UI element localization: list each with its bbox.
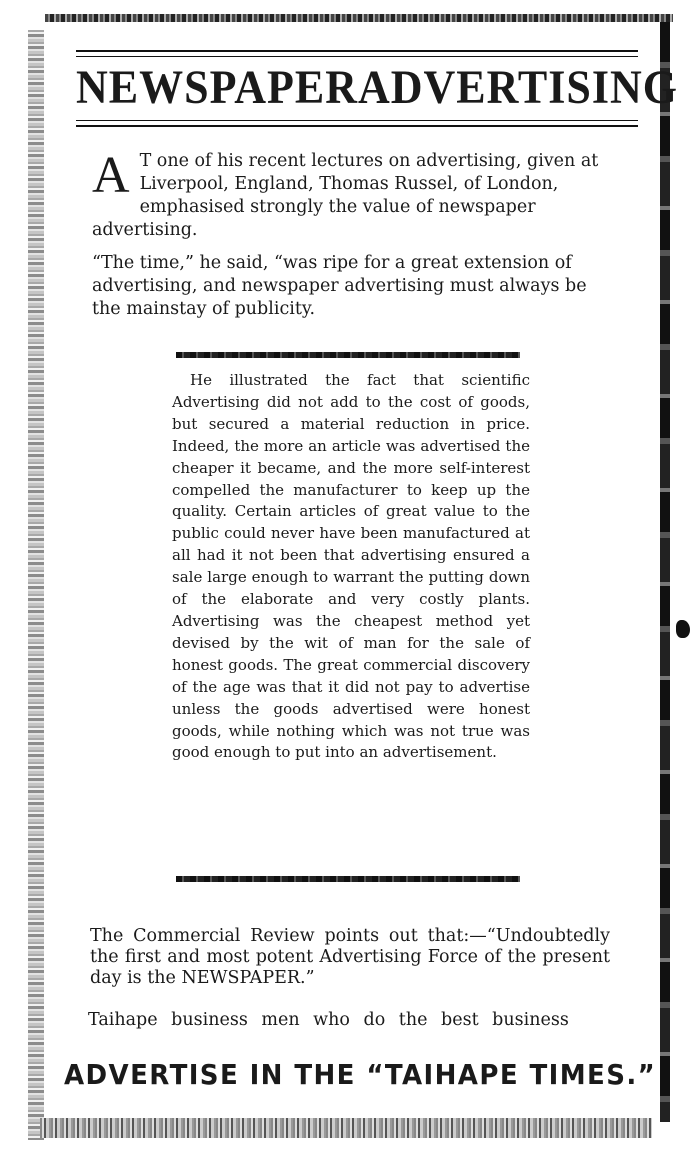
right-border (660, 22, 670, 1122)
intro-paragraph-1-text: T one of his recent lectures on advertising, given at Liverpool, England, Thomas Russel, of London, emphasised strongly the value of newspaper advertising. (92, 151, 599, 240)
title-bottom-rule-thin (76, 120, 638, 121)
title-top-rule-thin (76, 56, 638, 57)
commercial-review-quote: The Commercial Review points out that:—“Undoubtedly the first and most potent Advertising Force of the present day is the NEWSPAPER.” (90, 926, 610, 988)
title-word-newspaper: NEWSPAPER (76, 61, 358, 114)
ink-blot (676, 620, 690, 638)
title-bottom-rule (76, 125, 638, 127)
title-word-advertising: ADVERTISING (357, 61, 678, 114)
bottom-border (40, 1118, 652, 1138)
inner-article-text: He illustrated the fact that scientific Advertising did not add to the cost of goods, but secured a material reduction in price. Indeed, the more an article was advertised the cheaper it became, and the more self-interest compelled the manufacturer to keep up the quality. Certain articles of great value to the public could never have been manufactured at all had it not been that advertising ensured a sale large enough to warrant the putting down of the elaborate and very costly plants. Advertising was the cheapest method yet devised by the wit of man for the sale of honest goods. The great commercial discovery of the age was that it did not pay to advertise unless the goods advertised were honest goods, while nothing which was not true was good enough to put into an advertisement. (172, 371, 530, 762)
title-top-rule (76, 50, 638, 52)
advertisement-title (76, 60, 678, 115)
inner-top-rule (176, 352, 520, 358)
intro-paragraph-2: “The time,” he said, “was ripe for a great extension of advertising, and newspaper advertising must always be the mainstay of publicity. (92, 253, 587, 319)
drop-cap: A (92, 147, 130, 204)
inner-bottom-rule (176, 876, 520, 882)
left-border (28, 30, 44, 1140)
intro-paragraph-1 (92, 147, 618, 242)
advertise-slogan: ADVERTISE IN THE “TAIHAPE TIMES.” (64, 1058, 657, 1091)
taihape-business-line: Taihape business men who do the best business (88, 1010, 569, 1030)
top-border (45, 14, 673, 22)
intro-section (92, 147, 618, 321)
